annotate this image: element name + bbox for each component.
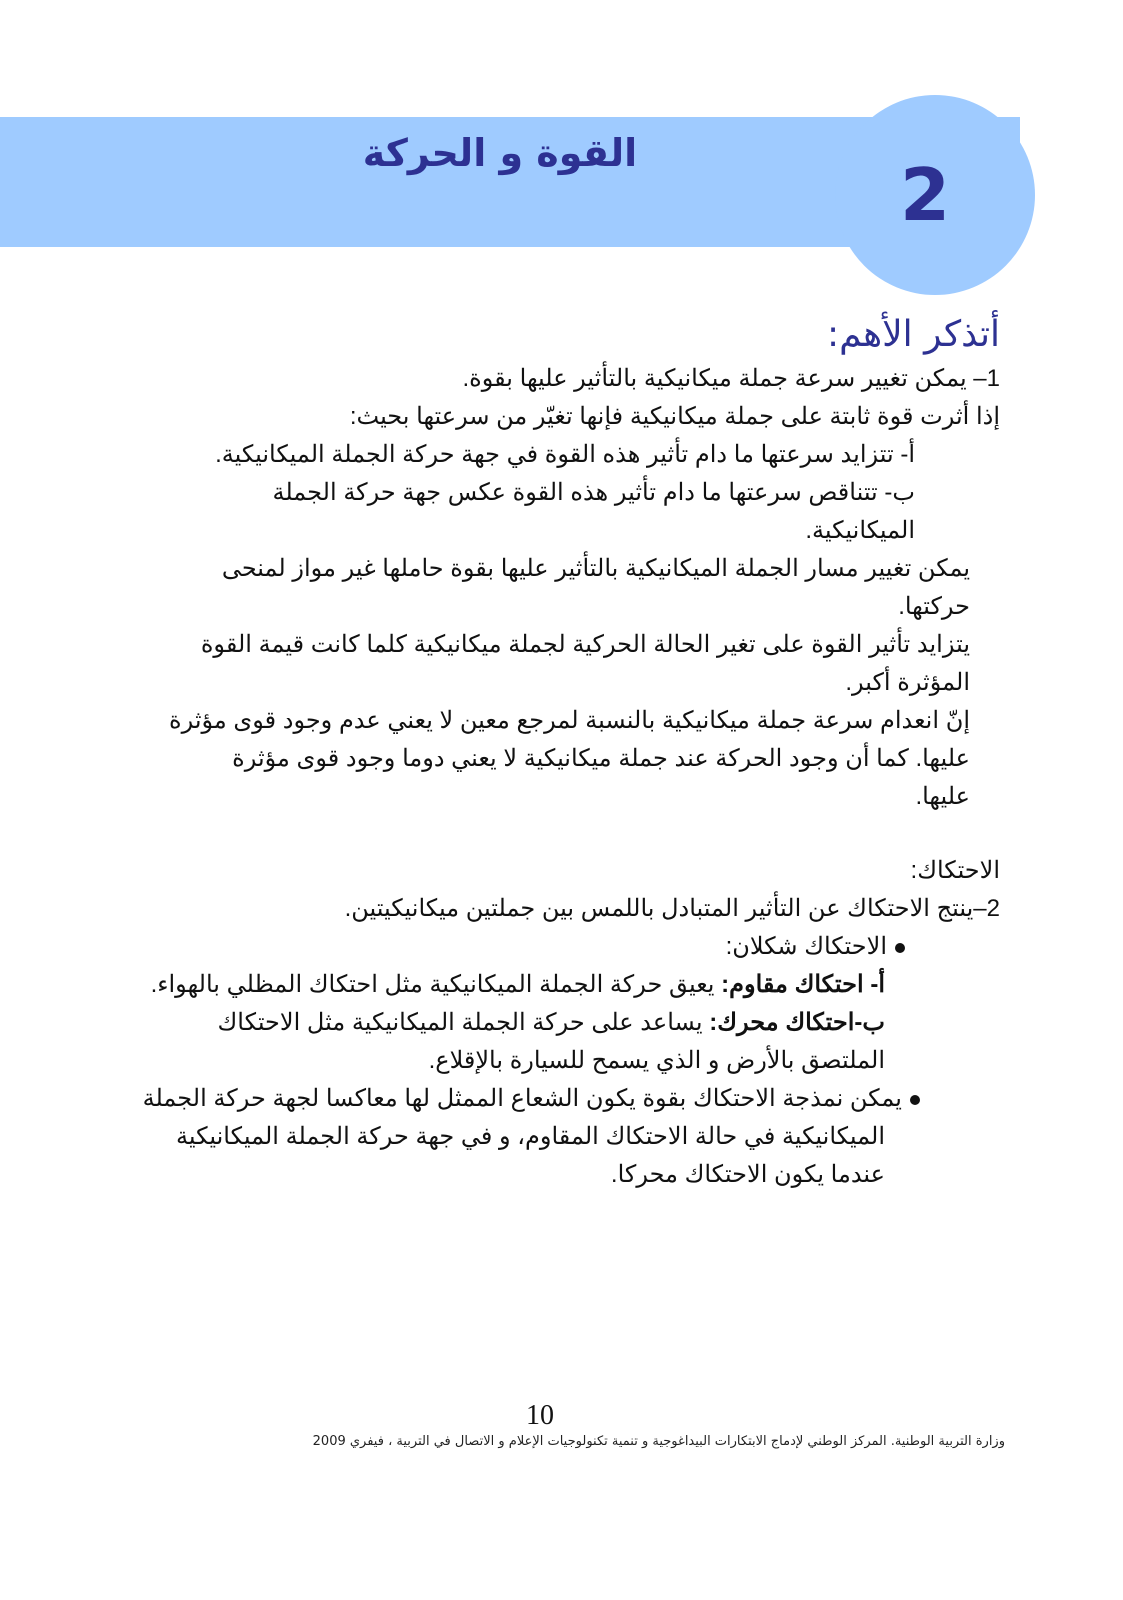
- remember-line-4: ب- تتناقص سرعتها ما دام تأثير هذه القوة عكس جهة حركة الجملة: [272, 479, 915, 506]
- friction-forms-item: [100, 928, 905, 966]
- chapter-number: 2: [899, 153, 951, 237]
- chapter-title: القوة و الحركة: [362, 131, 638, 175]
- remember-line-3: أ- تتزايد سرعتها ما دام تأثير هذه القوة في جهة حركة الجملة الميكانيكية.: [215, 441, 915, 468]
- friction-modeling-line-3: عندما يكون الاحتكاك محركا.: [610, 1161, 885, 1188]
- remember-line-6: يمكن تغيير مسار الجملة الميكانيكية بالتأثير عليها بقوة حاملها غير مواز لمنحى: [221, 555, 970, 582]
- remember-line-7: حركتها.: [898, 593, 970, 620]
- footer-credit: وزارة التربية الوطنية. المركز الوطني لإدماج الابتكارات البيداغوجية و تنمية تكنولوجيات الإعلام و الاتصال في التربية ، فيفري 2009: [312, 1434, 1005, 1449]
- remember-line-2: إذا أثرت قوة ثابتة على جملة ميكانيكية فإنها تغيّر من سرعتها بحيث:: [349, 403, 1000, 430]
- driving-friction-term: ب-احتكاك محرك:: [709, 1009, 885, 1036]
- page-content: [100, 310, 1000, 1194]
- remember-line-10: إنّ انعدام سرعة جملة ميكانيكية بالنسبة لمرجع معين لا يعني عدم وجود قوى مؤثرة: [169, 707, 970, 734]
- bullet-icon: [910, 1095, 920, 1105]
- resistive-friction-text: يعيق حركة الجملة الميكانيكية مثل احتكاك المظلي بالهواء.: [150, 971, 722, 998]
- friction-heading: الاحتكاك:: [910, 857, 1000, 884]
- driving-friction-line-2: الملتصق بالأرض و الذي يسمح للسيارة بالإقلاع.: [428, 1047, 885, 1074]
- remember-heading: أتذكر الأهم:: [827, 314, 1000, 355]
- remember-line-12: عليها.: [915, 783, 970, 810]
- resistive-friction-line: [100, 966, 885, 1004]
- driving-friction-line: [100, 1004, 885, 1042]
- remember-line-8: يتزايد تأثير القوة على تغير الحالة الحركية لجملة ميكانيكية كلما كانت قيمة القوة: [200, 631, 970, 658]
- friction-modeling-line-2: الميكانيكية في حالة الاحتكاك المقاوم، و في جهة حركة الجملة الميكانيكية: [175, 1123, 885, 1150]
- remember-line-9: المؤثرة أكبر.: [845, 669, 970, 696]
- page-number: 10: [526, 1400, 554, 1431]
- driving-friction-text: يساعد على حركة الجملة الميكانيكية مثل الاحتكاك: [217, 1009, 710, 1036]
- friction-section: [100, 852, 1000, 1194]
- friction-forms-intro: الاحتكاك شكلان:: [725, 933, 887, 960]
- remember-line-5: الميكانيكية.: [805, 517, 915, 544]
- friction-modeling-item: [100, 1080, 920, 1118]
- friction-line-1: 2–ينتج الاحتكاك عن التأثير المتبادل باللمس بين جملتين ميكانيكيتين.: [344, 895, 1000, 922]
- remember-line-1: 1– يمكن تغيير سرعة جملة ميكانيكية بالتأثير عليها بقوة.: [462, 365, 1000, 392]
- friction-modeling-line-1: يمكن نمذجة الاحتكاك بقوة يكون الشعاع الممثل لها معاكسا لجهة حركة الجملة: [142, 1085, 902, 1112]
- resistive-friction-term: أ- احتكاك مقاوم:: [721, 971, 885, 998]
- remember-line-11: عليها. كما أن وجود الحركة عند جملة ميكانيكية لا يعني دوما وجود قوى مؤثرة: [232, 745, 970, 772]
- bullet-icon: [895, 943, 905, 953]
